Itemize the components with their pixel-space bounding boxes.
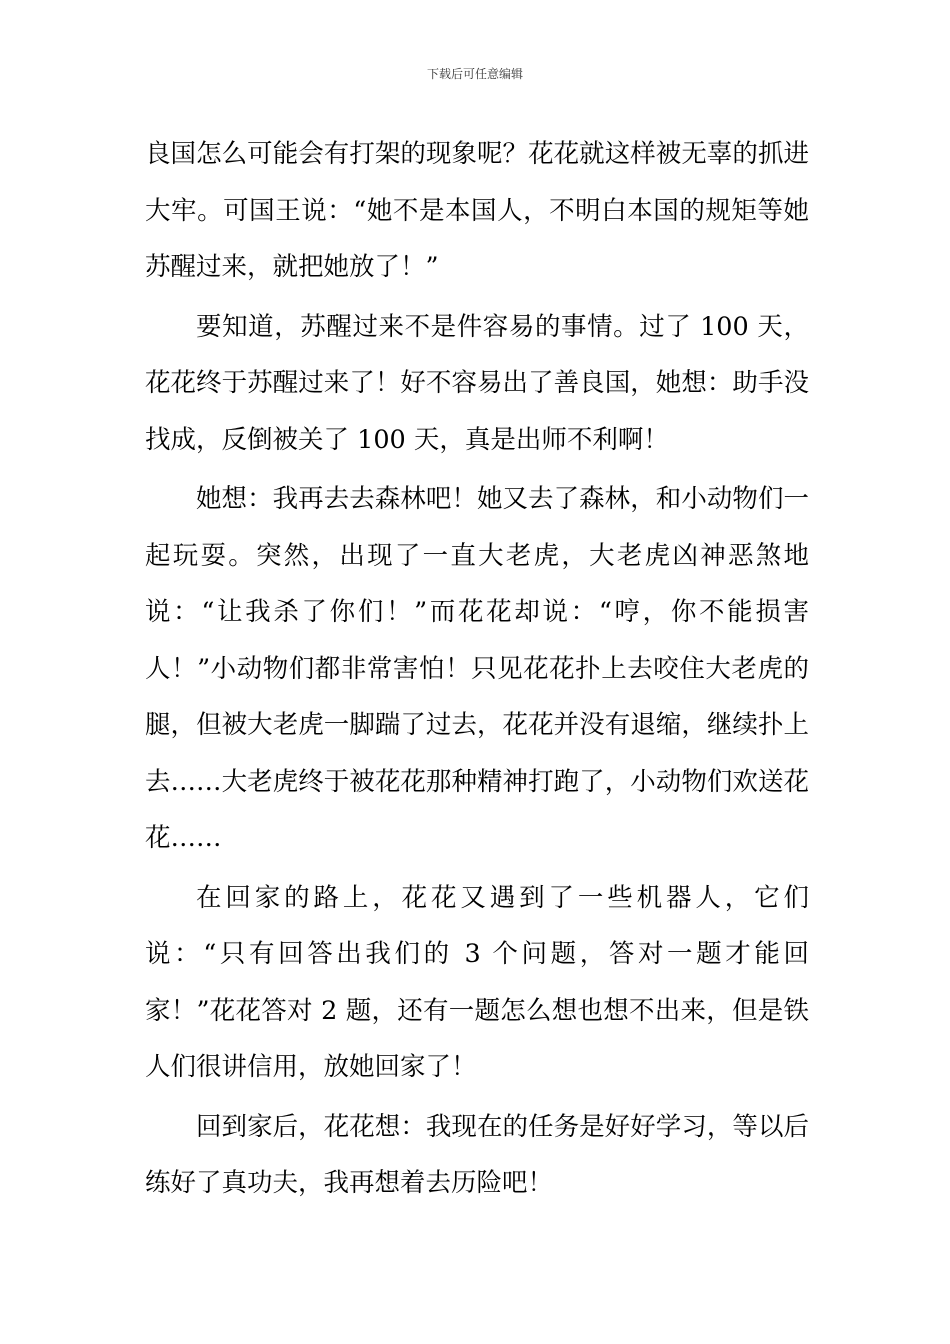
page-header: 下载后可任意编辑 (426, 67, 523, 81)
paragraph-3: 她想：我再去去森林吧！她又去了森林，和小动物们一起玩耍。突然，出现了一直大老虎，大老虎凶神恶煞地说：“让我杀了你们！”而花花却说：“哼，你不能损害人！”小动物们都非常害怕！只见花花扑上去咬住大老虎的腿，但被大老虎一脚踹了过去，花花并没有退缩，继续扑上去……大老虎终于被花花那种精神打跑了，小动物们欢送花花…… (145, 484, 809, 853)
document-body (145, 126, 809, 1215)
paragraph-4: 在回家的路上，花花又遇到了一些机器人，它们说：“只有回答出我们的 3 个问题，答对一题才能回家！”花花答对 2 题，还有一题怎么想也想不出来，但是铁人们很讲信用，放她回家了！ (145, 882, 809, 1082)
paragraph-2: 要知道，苏醒过来不是件容易的事情。过了 100 天，花花终于苏醒过来了！好不容易出了善良国，她想：助手没找成，反倒被关了 100 天，真是出师不利啊！ (145, 311, 809, 455)
paragraph-5: 回到家后，花花想：我现在的任务是好好学习，等以后练好了真功夫，我再想着去历险吧！ (145, 1111, 809, 1198)
paragraph-1: 良国怎么可能会有打架的现象呢？花花就这样被无辜的抓进大牢。可国王说：“她不是本国人，不明白本国的规矩等她苏醒过来，就把她放了！” (145, 139, 809, 282)
